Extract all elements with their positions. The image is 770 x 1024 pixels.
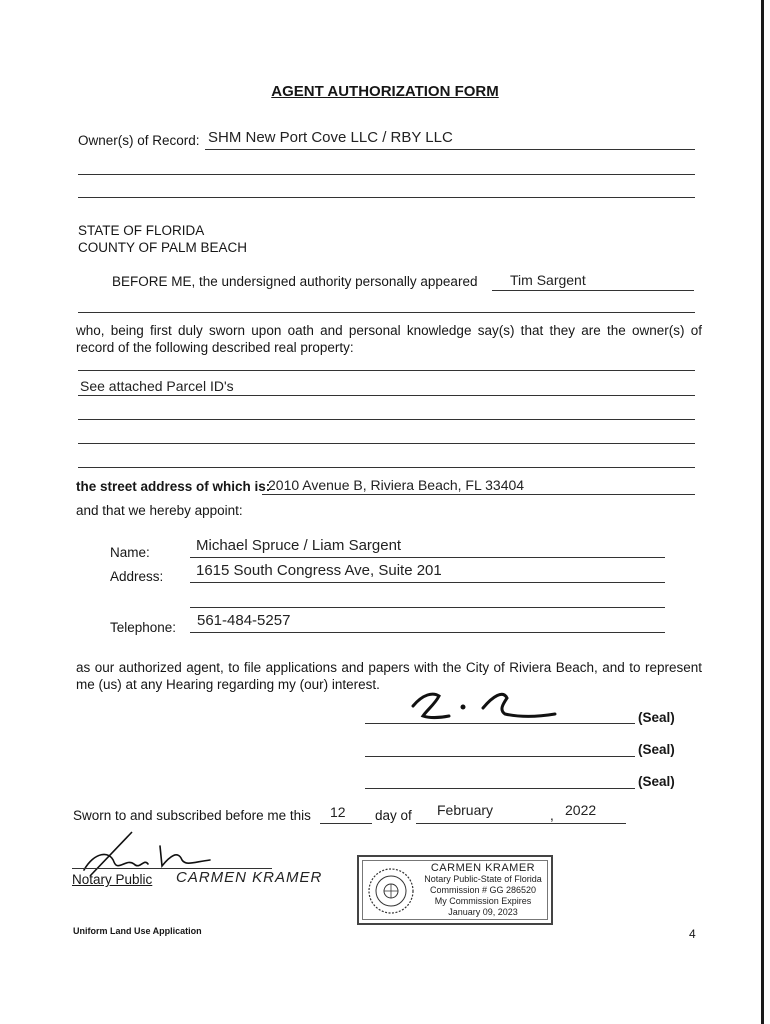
signature-line (365, 723, 635, 724)
telephone-label: Telephone: (110, 620, 177, 635)
owners-line (205, 149, 695, 150)
street-line (262, 494, 695, 495)
blank-line (78, 312, 695, 313)
day-line (320, 823, 372, 824)
stamp-line: My Commission Expires (434, 896, 532, 906)
form-title: AGENT AUTHORIZATION FORM (271, 83, 499, 100)
notary-stamp (357, 855, 553, 925)
appoint-text: and that we hereby appoint: (76, 503, 243, 518)
agent-name-line (190, 557, 665, 558)
blank-line (78, 197, 695, 198)
footer-left: Uniform Land Use Application (73, 926, 202, 936)
telephone-line (190, 632, 665, 633)
authorized-paragraph: as our authorized agent, to file applications and papers with the City of Riviera Beach, and to represent me (us) at any Hearing regarding my (our) interest. (76, 660, 702, 692)
appeared-line (492, 290, 694, 291)
month-line (416, 823, 626, 824)
stamp-line: Commission # GG 286520 (429, 885, 537, 895)
signature-line (365, 788, 635, 789)
page-number: 4 (689, 927, 696, 941)
agent-address-line (190, 582, 665, 583)
blank-line (78, 443, 695, 444)
sworn-year[interactable]: 2022 (565, 802, 597, 818)
agent-name-label: Name: (110, 545, 150, 560)
stamp-name: CARMEN KRAMER (430, 862, 536, 874)
seal-label: (Seal) (638, 742, 675, 757)
telephone-value[interactable]: 561-484-5257 (197, 612, 291, 629)
owners-label: Owner(s) of Record: (78, 133, 200, 148)
owner-signature (405, 688, 565, 728)
property-value[interactable]: See attached Parcel ID's (80, 378, 234, 394)
street-label: the street address of which is: (76, 479, 271, 494)
blank-line (78, 467, 695, 468)
notary-seal-icon (367, 867, 415, 915)
before-me-label: BEFORE ME, the undersigned authority personally appeared (112, 274, 478, 289)
property-line (78, 395, 695, 396)
agent-address[interactable]: 1615 South Congress Ave, Suite 201 (196, 562, 442, 579)
day-of-text: day of (375, 808, 412, 823)
county-label: COUNTY OF PALM BEACH (78, 240, 248, 255)
seal-label: (Seal) (638, 710, 675, 725)
agent-address-label: Address: (110, 569, 164, 584)
sworn-paragraph: who, being first duly sworn upon oath and personal knowledge say(s) that they are the owner(s) of record of the following described real property: (76, 323, 702, 355)
blank-line (78, 419, 695, 420)
stamp-line: January 09, 2023 (448, 907, 518, 917)
owners-value[interactable]: SHM New Port Cove LLC / RBY LLC (208, 129, 453, 146)
blank-line (190, 607, 665, 608)
comma: , (550, 808, 554, 823)
street-value[interactable]: 2010 Avenue B, Riviera Beach, FL 33404 (268, 477, 525, 493)
appeared-name[interactable]: Tim Sargent (510, 272, 586, 288)
agent-name[interactable]: Michael Spruce / Liam Sargent (196, 537, 402, 554)
state-label: STATE OF FLORIDA (78, 223, 205, 238)
blank-line (78, 174, 695, 175)
seal-label: (Seal) (638, 774, 675, 789)
sworn-month[interactable]: February (437, 802, 494, 818)
signature-line (365, 756, 635, 757)
sworn-text: Sworn to and subscribed before me this (73, 808, 311, 823)
blank-line (78, 370, 695, 371)
sworn-day[interactable]: 12 (330, 804, 346, 820)
notary-label: Notary Public (72, 872, 153, 887)
page-edge (761, 0, 764, 1024)
notary-printed-name: CARMEN KRAMER (176, 869, 323, 886)
stamp-line: Notary Public-State of Florida (424, 874, 542, 884)
